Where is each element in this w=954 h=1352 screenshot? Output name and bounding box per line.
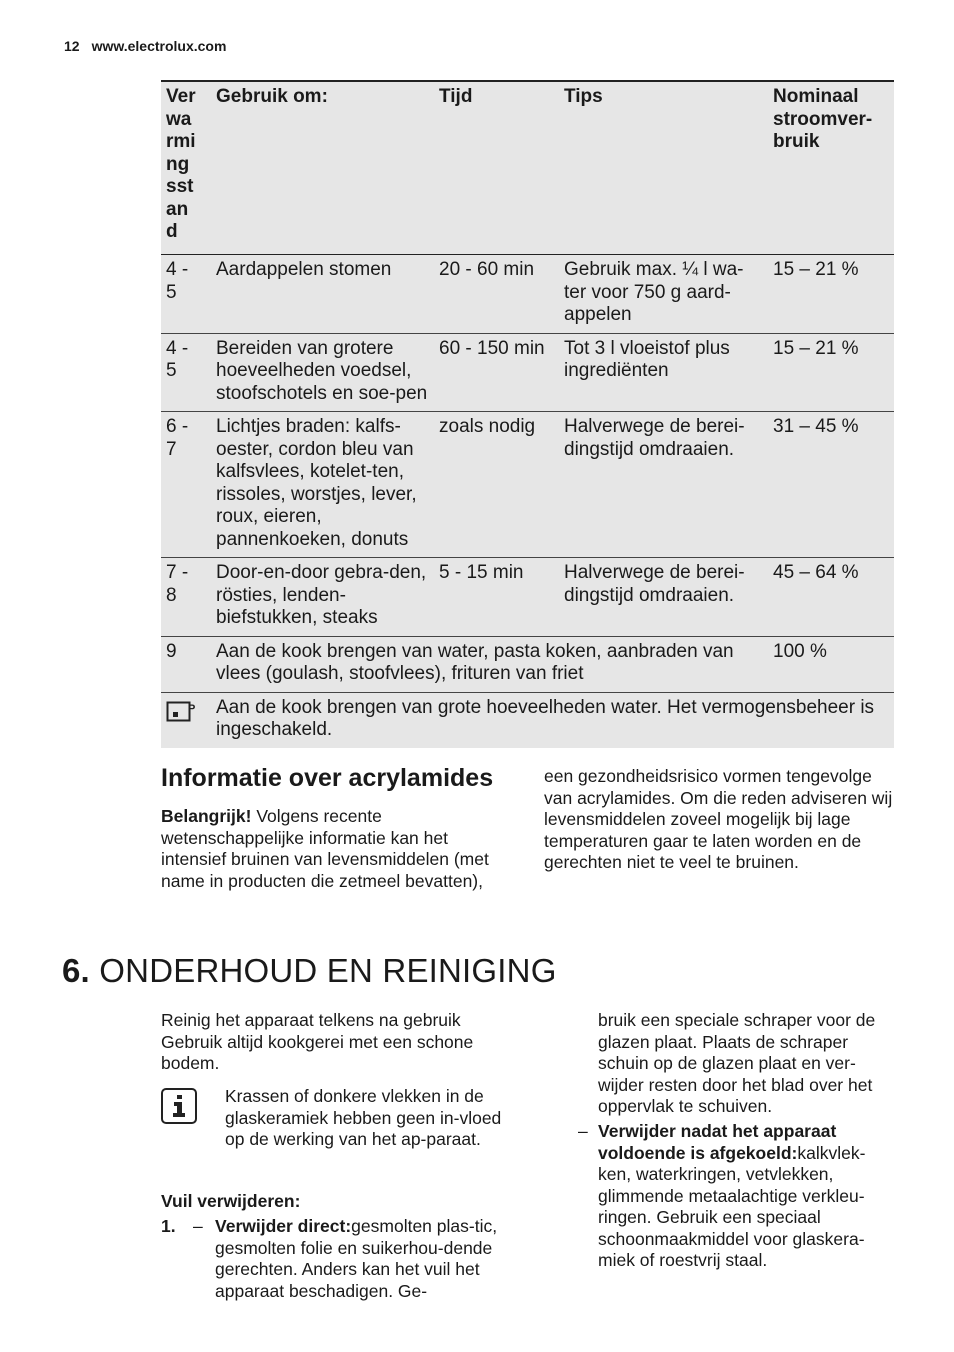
header-use: Gebruik om: (216, 86, 328, 107)
header-tips: Tips (564, 86, 603, 107)
list-item (598, 1121, 898, 1272)
heat-settings-table (161, 80, 894, 748)
acrylamides-title: Informatie over acrylamides (161, 764, 494, 792)
cell-tips: Halverwege de berei-dingstijd omdraaien. (564, 416, 745, 460)
section-heading (62, 952, 557, 990)
cell-level: 7 - 8 (166, 562, 189, 606)
cell-use: Aan de kook brengen van water, pasta koken, aanbraden van vlees (goulash, stoofvlees), frituren van friet (216, 640, 734, 684)
site-url: www.electrolux.com (91, 38, 227, 54)
cell-level: 4 - 5 (166, 259, 189, 303)
item1-continued: bruik een speciale schraper voor de glazen plaat. Plaats de schraper schuin op de glazen plaat en ver-wijder resten door het blad over het oppervlak te schuiven. (598, 1010, 876, 1116)
cell-power: 45 – 64 % (773, 562, 859, 583)
section-number: 6. (62, 952, 90, 989)
cell-use: Bereiden van grotere hoeveelheden voedsel, stoofschotels en soe-pen (216, 337, 428, 404)
item1-label: Verwijder direct: (215, 1216, 352, 1236)
item2-label: Verwijder nadat het apparaat voldoende is afgekoeld: (598, 1121, 837, 1163)
header-time: Tijd (439, 86, 473, 107)
section-title: ONDERHOUD EN REINIGING (99, 952, 557, 989)
cell-power: 15 – 21 % (773, 259, 859, 280)
list-dash: – (193, 1216, 203, 1236)
table-row (161, 636, 894, 692)
table-row (161, 692, 894, 748)
cell-level: 9 (166, 640, 177, 662)
cell-time: 20 - 60 min (439, 259, 535, 280)
cell-time: zoals nodig (439, 416, 536, 437)
info-icon (161, 1088, 197, 1124)
cell-use: Aan de kook brengen van grote hoeveelheden water. Het vermogensbeheer is ingeschakeld. (216, 696, 875, 740)
cell-tips: Tot 3 l vloeistof plus ingrediënten (564, 337, 730, 381)
cell-tips: Halverwege de berei-dingstijd omdraaien. (564, 562, 745, 606)
cell-level: 6 - 7 (166, 416, 189, 460)
cell-use: Lichtjes braden: kalfs-oester, cordon bleu van kalfsvlees, kotelet-ten, rissoles, worstjes, lever, roux, eieren, pannenkoeken, donuts (216, 416, 417, 550)
acrylamides-text-right: een gezondheidsrisico vormen tengevolge van acrylamides. Om die reden adviseren wij levensmiddelen zoveel mogelijk bij lage temperaturen gaar te laten worden en de gerechten niet te veel te bruinen. (544, 766, 893, 872)
acrylamides-text-left (161, 806, 516, 892)
cell-level (161, 692, 211, 748)
cell-power: 15 – 21 % (773, 337, 859, 359)
intro-text: Reinig het apparaat telkens na gebruik Gebruik altijd kookgerei met een schone bodem. (161, 1010, 474, 1073)
acrylamides-left-body: Volgens recente wetenschappelijke informatie kan het intensief bruinen van levensmiddelen (met name in producten die zetmeel bevatten), (161, 806, 489, 891)
page-number: 12 (64, 38, 80, 54)
vuil-title: Vuil verwijderen: (161, 1191, 301, 1211)
table-header-row (161, 81, 894, 255)
cell-power: 31 – 45 % (773, 416, 859, 437)
header-level: Ver wa rmi ng sst an d (166, 86, 196, 242)
cell-use: Aardappelen stomen (216, 259, 392, 280)
item1-text: gesmolten plas-tic, gesmolten folie en suikerhou-dende gerechten. Anders kan het vuil het apparaat beschadigen. Ge- (215, 1216, 498, 1301)
cell-time: 60 - 150 min (439, 337, 545, 359)
page-header (64, 38, 226, 54)
table-row (161, 558, 894, 637)
header-power: Nominaal stroomver-bruik (773, 86, 873, 152)
table-row (161, 333, 894, 412)
important-label: Belangrijk! (161, 806, 252, 826)
svg-text:P: P (188, 702, 196, 715)
info-text: Krassen of donkere vlekken in de glaskeramiek hebben geen in-vloed op de werking van het ap-paraat. (225, 1086, 502, 1149)
power-boost-icon (166, 699, 206, 723)
table-row (161, 255, 894, 334)
cell-tips: Gebruik max. ¼ l wa-ter voor 750 g aard-appelen (564, 259, 744, 325)
item2-text: kalkvlek-ken, waterkringen, vetvlekken, glimmende metaalachtige verkleu-ringen. Gebruik een speciaal schoonmaakmiddel voor glaskera-miek of roestvrij staal. (598, 1142, 866, 1270)
cell-use: Door-en-door gebra-den, rösties, lenden-biefstukken, steaks (216, 562, 427, 628)
cell-time: 5 - 15 min (439, 562, 524, 583)
list-item (215, 1216, 511, 1302)
table-row (161, 412, 894, 558)
cell-level: 4 - 5 (166, 337, 189, 381)
cell-power: 100 % (773, 640, 827, 662)
list-dash: – (578, 1121, 588, 1141)
step-number: 1. (161, 1216, 176, 1236)
